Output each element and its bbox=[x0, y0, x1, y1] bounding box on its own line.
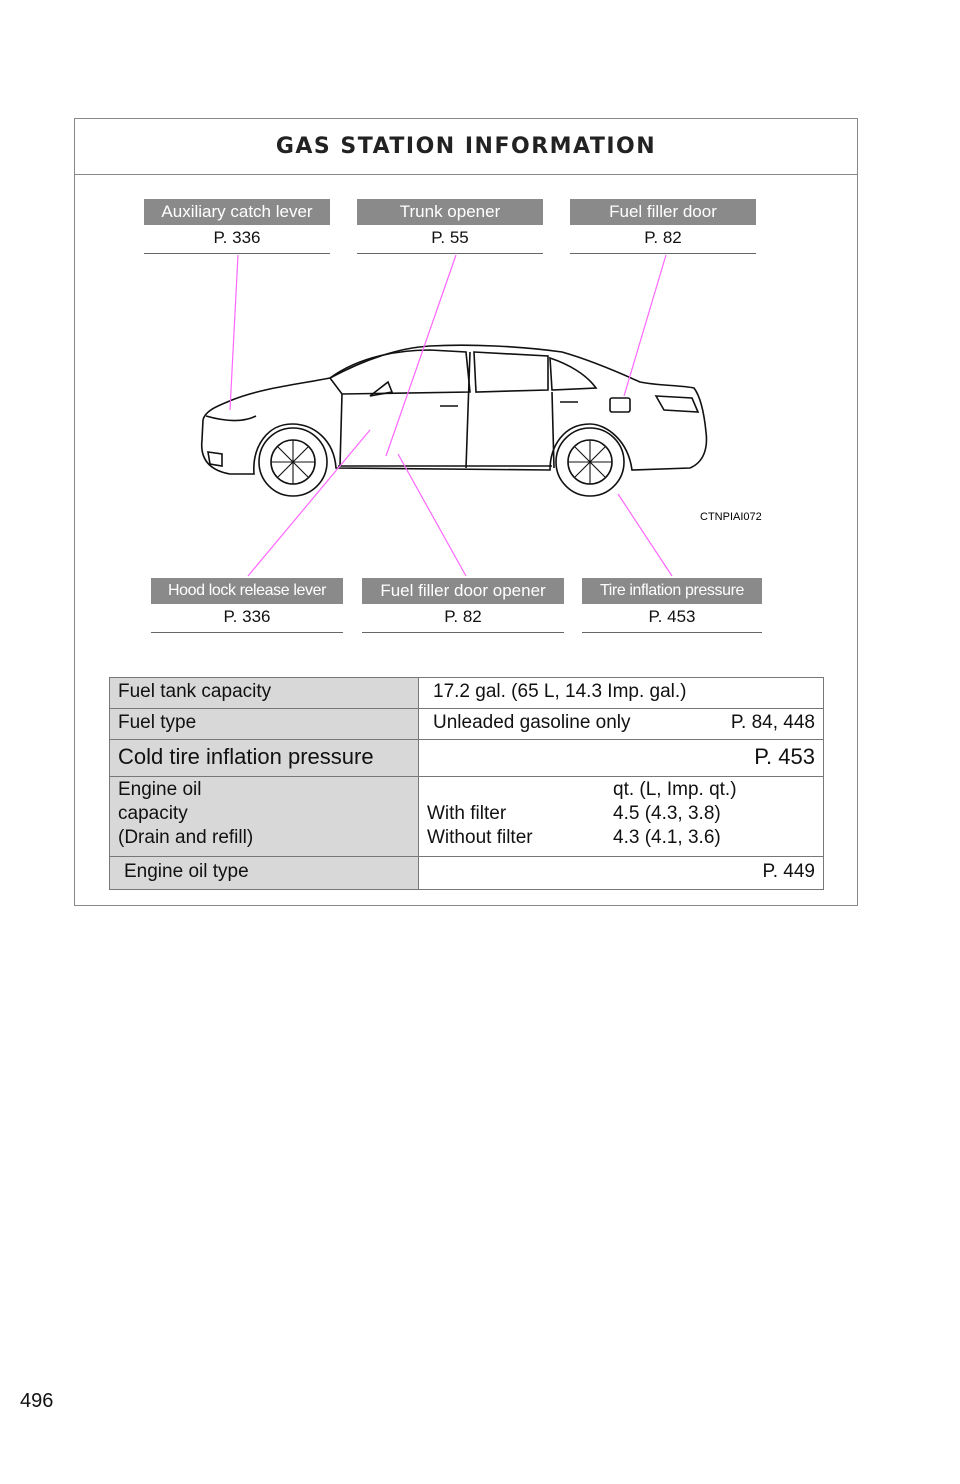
callout-page-ref[interactable]: P. 55 bbox=[357, 225, 543, 254]
callout-label: Fuel filler door bbox=[570, 199, 756, 225]
callout-label: Auxiliary catch lever bbox=[144, 199, 330, 225]
engine-oil-key-line: Engine oil bbox=[118, 779, 202, 800]
row-key bbox=[110, 777, 419, 857]
with-filter-value: 4.5 (4.3, 3.8) bbox=[613, 803, 721, 824]
callout-page-ref[interactable]: P. 336 bbox=[151, 604, 343, 633]
callout-label: Hood lock release lever bbox=[151, 578, 343, 604]
table-row bbox=[110, 678, 824, 709]
engine-oil-key-line: capacity bbox=[118, 803, 188, 824]
callout-label: Fuel filler door opener bbox=[362, 578, 564, 604]
callout-label: Tire inflation pressure bbox=[582, 578, 762, 604]
callout-fuel-filler-door bbox=[570, 199, 756, 254]
callout-page-ref[interactable]: P. 82 bbox=[570, 225, 756, 254]
callout-hood-lock-release-lever bbox=[151, 578, 343, 633]
row-value bbox=[419, 777, 824, 857]
fuel-type-page-ref[interactable]: P. 84, 448 bbox=[730, 712, 815, 733]
car-illustration bbox=[202, 345, 707, 496]
table-row bbox=[110, 740, 824, 777]
page-title: GAS STATION INFORMATION bbox=[275, 134, 657, 159]
table-row bbox=[110, 777, 824, 857]
engine-oil-key-line: (Drain and refill) bbox=[118, 827, 254, 848]
leader-lines bbox=[230, 255, 672, 576]
without-filter-label: Without filter bbox=[427, 827, 533, 848]
fuel-type-value: Unleaded gasoline only bbox=[433, 712, 631, 733]
illustration-code: CTNPIAI072 bbox=[700, 511, 762, 523]
callout-auxiliary-catch-lever bbox=[144, 199, 330, 254]
page-number: 496 bbox=[20, 1390, 54, 1412]
row-key: Fuel tank capacity bbox=[110, 678, 419, 709]
cold-tire-page-ref[interactable]: P. 453 bbox=[419, 740, 824, 777]
callout-page-ref[interactable]: P. 82 bbox=[362, 604, 564, 633]
callout-tire-inflation-pressure bbox=[582, 578, 762, 633]
row-value bbox=[419, 709, 824, 740]
with-filter-label: With filter bbox=[427, 803, 507, 824]
without-filter-value: 4.3 (4.1, 3.6) bbox=[613, 827, 721, 848]
engine-oil-unit: qt. (L, Imp. qt.) bbox=[613, 779, 737, 800]
table-row bbox=[110, 709, 824, 740]
row-key: Fuel type bbox=[110, 709, 419, 740]
callout-trunk-opener bbox=[357, 199, 543, 254]
fuel-capacity-value: 17.2 gal. (65 L, 14.3 Imp. gal.) bbox=[433, 681, 687, 702]
spec-table bbox=[109, 677, 824, 890]
callout-page-ref[interactable]: P. 336 bbox=[144, 225, 330, 254]
callout-page-ref[interactable]: P. 453 bbox=[582, 604, 762, 633]
row-key: Engine oil type bbox=[110, 857, 419, 890]
row-key: Cold tire inflation pressure bbox=[110, 740, 419, 777]
callout-fuel-filler-door-opener bbox=[362, 578, 564, 633]
table-row bbox=[110, 857, 824, 890]
callout-label: Trunk opener bbox=[357, 199, 543, 225]
row-value bbox=[419, 678, 824, 709]
oil-type-page-ref[interactable]: P. 449 bbox=[419, 857, 824, 890]
